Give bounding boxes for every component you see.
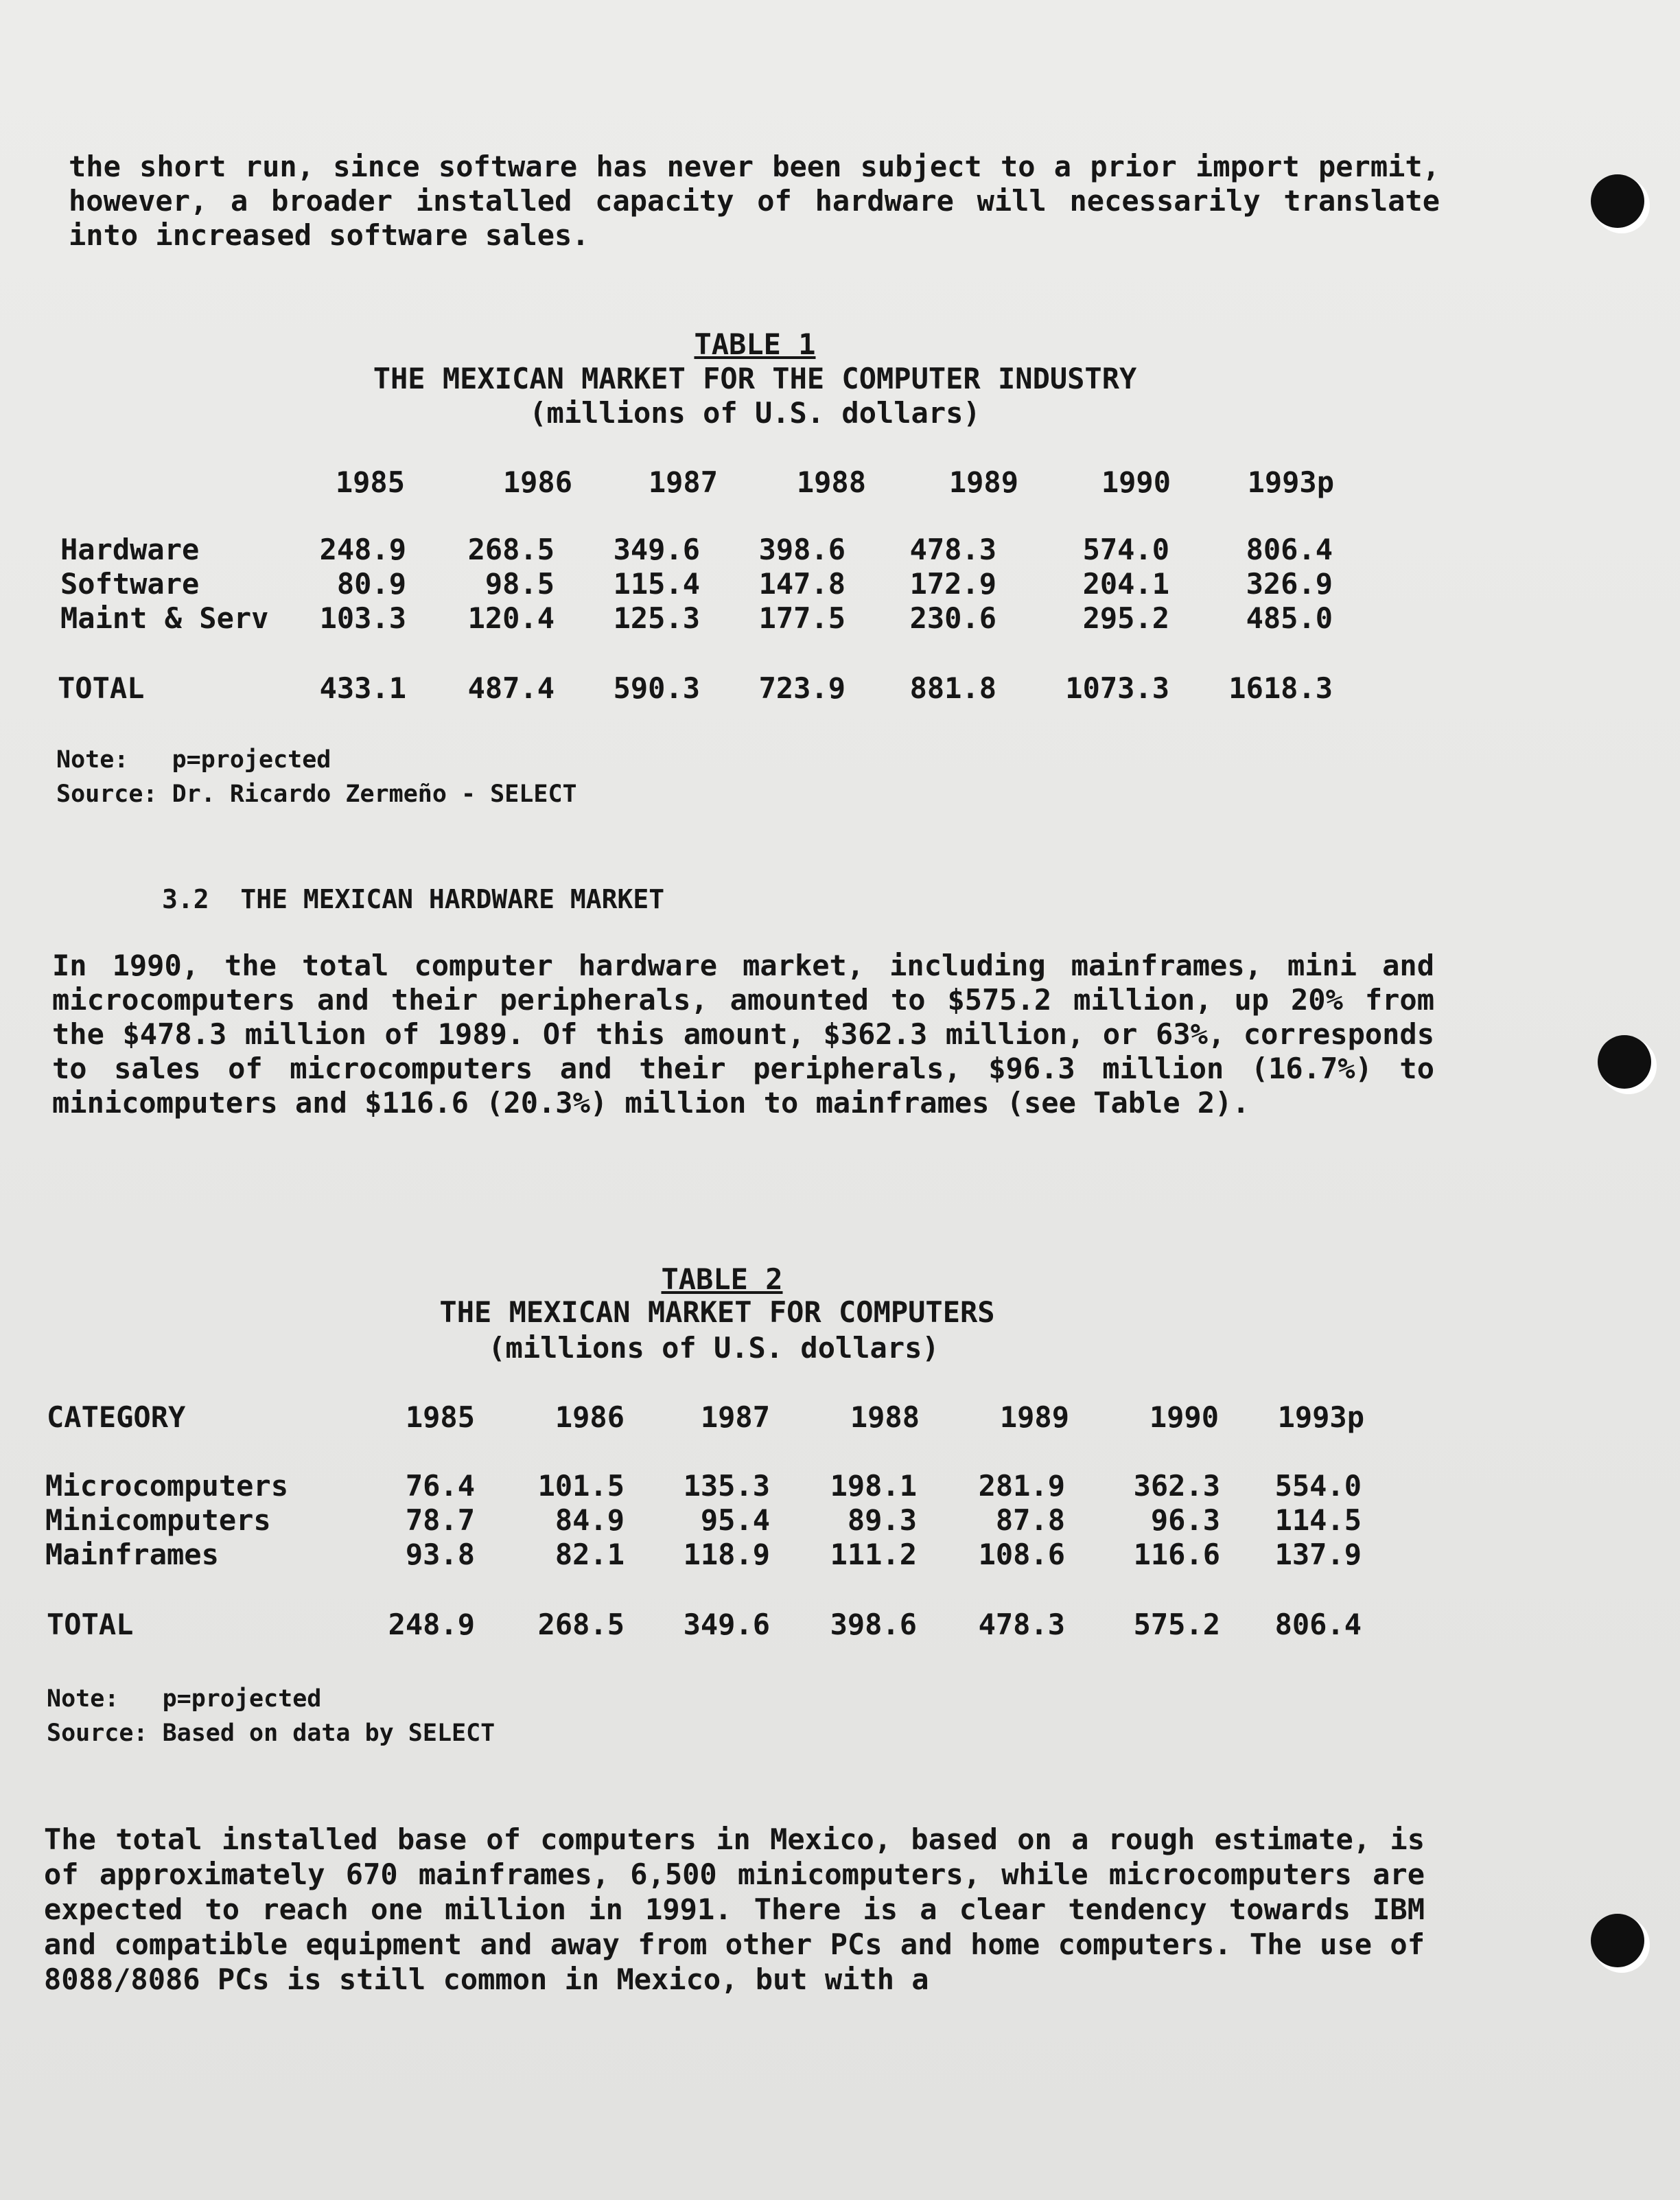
table-cell: 590.3 [613,671,700,705]
table-cell: 362.3 [1133,1469,1220,1503]
table-cell: 574.0 [1082,533,1169,566]
punch-hole-top [1591,174,1644,228]
table-cell: 1990 [1101,465,1171,499]
table-cell: 1989 [999,1400,1069,1434]
table-cell: 554.0 [1274,1469,1362,1503]
table1-label: TABLE 1 [694,327,816,361]
table-cell: 1985 [405,1400,475,1434]
table-cell: 177.5 [758,601,845,635]
table-cell: 248.9 [319,533,406,566]
table-cell: 93.8 [405,1538,475,1571]
table1-title: THE MEXICAN MARKET FOR THE COMPUTER INDUSTRY [373,362,1137,395]
table-cell: 114.5 [1274,1503,1362,1537]
table-cell: 398.6 [830,1608,917,1641]
table-cell: 1986 [555,1400,625,1434]
table-cell: 295.2 [1082,601,1169,635]
table2-row-label: Mainframes [45,1538,219,1571]
table-cell: 398.6 [758,533,845,566]
table2-total-row [0,1608,1680,1642]
table2-row-mainframes [0,1538,1680,1572]
table1-note: Note: p=projected [56,746,331,774]
table2-row-microcomputers [0,1469,1680,1503]
table2-title: THE MEXICAN MARKET FOR COMPUTERS [439,1295,995,1329]
table-cell: 230.6 [909,601,996,635]
table2-label: TABLE 2 [661,1262,783,1296]
table-cell: 1989 [948,465,1018,499]
table2-row-minicomputers [0,1503,1680,1538]
table-cell: 1985 [335,465,405,499]
table-cell: 115.4 [613,567,700,601]
hardware-paragraph: In 1990, the total computer hardware market, including mainframes, mini and microcomputers and their peripherals, amounted to $575.2 million, up 20% from the $478.3 million of 1989. Of this amount, $362.3 million, or 63%, corresponds to sales of microcomputers and their peripherals, $96.3 million (16.7%) to minicomputers and $116.6 (20.3%) million to mainframes (see Table 2). [52,949,1434,1120]
table-cell: 281.9 [978,1469,1065,1503]
table-cell: 1986 [502,465,572,499]
table2-source: Source: Based on data by SELECT [47,1720,495,1747]
table-cell: 723.9 [758,671,845,705]
table1-row-hardware [0,533,1680,567]
table-cell: 101.5 [537,1469,625,1503]
table2-row-label: Microcomputers [45,1469,289,1503]
table-cell: 1993p [1277,1400,1364,1434]
section-heading: 3.2 THE MEXICAN HARDWARE MARKET [162,884,665,914]
table-cell: 76.4 [405,1469,475,1503]
table-cell: 806.4 [1274,1608,1362,1641]
table1-total-row [0,671,1680,706]
table-cell: 125.3 [613,601,700,635]
table-cell: 78.7 [405,1503,475,1537]
table-cell: 485.0 [1246,601,1333,635]
table-cell: 98.5 [485,567,555,601]
table-cell: 268.5 [537,1608,625,1641]
table-cell: 881.8 [909,671,996,705]
table-cell: 806.4 [1246,533,1333,566]
table-cell: 95.4 [700,1503,770,1537]
table1-row-software [0,567,1680,601]
table1-row-label: Hardware [60,533,200,566]
table-cell: 135.3 [683,1469,770,1503]
closing-paragraph: The total installed base of computers in Mexico, based on a rough estimate, is of approximately 670 mainframes, 6,500 minicomputers, while microcomputers are expected to reach one million in 1991. There is a clear tendency towards IBM and compatible equipment and away from other PCs and home computers. The use of 8088/8086 PCs is still common in Mexico, but with a [44,1822,1425,1996]
table-cell: 96.3 [1150,1503,1220,1537]
table-cell: 1073.3 [1065,671,1169,705]
table-cell: 478.3 [978,1608,1065,1641]
table-cell: 1990 [1149,1400,1219,1434]
table-cell: 198.1 [830,1469,917,1503]
table-cell: 111.2 [830,1538,917,1571]
table2-subtitle: (millions of U.S. dollars) [488,1331,940,1365]
table2-row-label: Minicomputers [45,1503,271,1537]
table-cell: 1987 [648,465,718,499]
table-cell: 1993p [1247,465,1334,499]
table-cell: 108.6 [978,1538,1065,1571]
table-cell: 1988 [796,465,866,499]
table-cell: 268.5 [467,533,555,566]
table-cell: 103.3 [319,601,406,635]
table2-total-label: TOTAL [47,1608,134,1641]
table2-note: Note: p=projected [47,1685,322,1713]
table-cell: 1618.3 [1228,671,1333,705]
table1-row-label: Software [60,567,200,601]
punch-hole-middle [1598,1035,1651,1089]
table-cell: 575.2 [1133,1608,1220,1641]
table-cell: 248.9 [388,1608,475,1641]
table1-row-label: Maint & Serv [60,601,269,635]
table-cell: 137.9 [1274,1538,1362,1571]
punch-hole-bottom [1591,1914,1644,1967]
table-cell: 172.9 [909,567,996,601]
table-cell: 1988 [850,1400,920,1434]
table-cell: 1987 [700,1400,770,1434]
table-cell: 89.3 [847,1503,917,1537]
table-cell: 326.9 [1246,567,1333,601]
table1-row-maint-serv [0,601,1680,636]
table-cell: 147.8 [758,567,845,601]
table2-category-header: CATEGORY [47,1400,186,1434]
table-cell: 84.9 [555,1503,625,1537]
table-cell: 82.1 [555,1538,625,1571]
table-cell: 487.4 [467,671,555,705]
table1-total-label: TOTAL [58,671,145,705]
table-cell: 120.4 [467,601,555,635]
table-cell: 433.1 [319,671,406,705]
table-cell: 204.1 [1082,567,1169,601]
table-cell: 349.6 [613,533,700,566]
table-cell: 80.9 [336,567,406,601]
table1-source: Source: Dr. Ricardo Zermeño - SELECT [56,780,577,808]
table1-subtitle: (millions of U.S. dollars) [529,396,981,430]
table2-header-row [0,1400,1680,1435]
table-cell: 116.6 [1133,1538,1220,1571]
intro-paragraph: the short run, since software has never been subject to a prior import permit, however, a broader installed capacity of hardware will necessarily translate into increased software sales. [69,150,1440,252]
table-cell: 349.6 [683,1608,770,1641]
table-cell: 118.9 [683,1538,770,1571]
table1-header-row [0,465,1680,500]
table-cell: 478.3 [909,533,996,566]
table-cell: 87.8 [995,1503,1065,1537]
